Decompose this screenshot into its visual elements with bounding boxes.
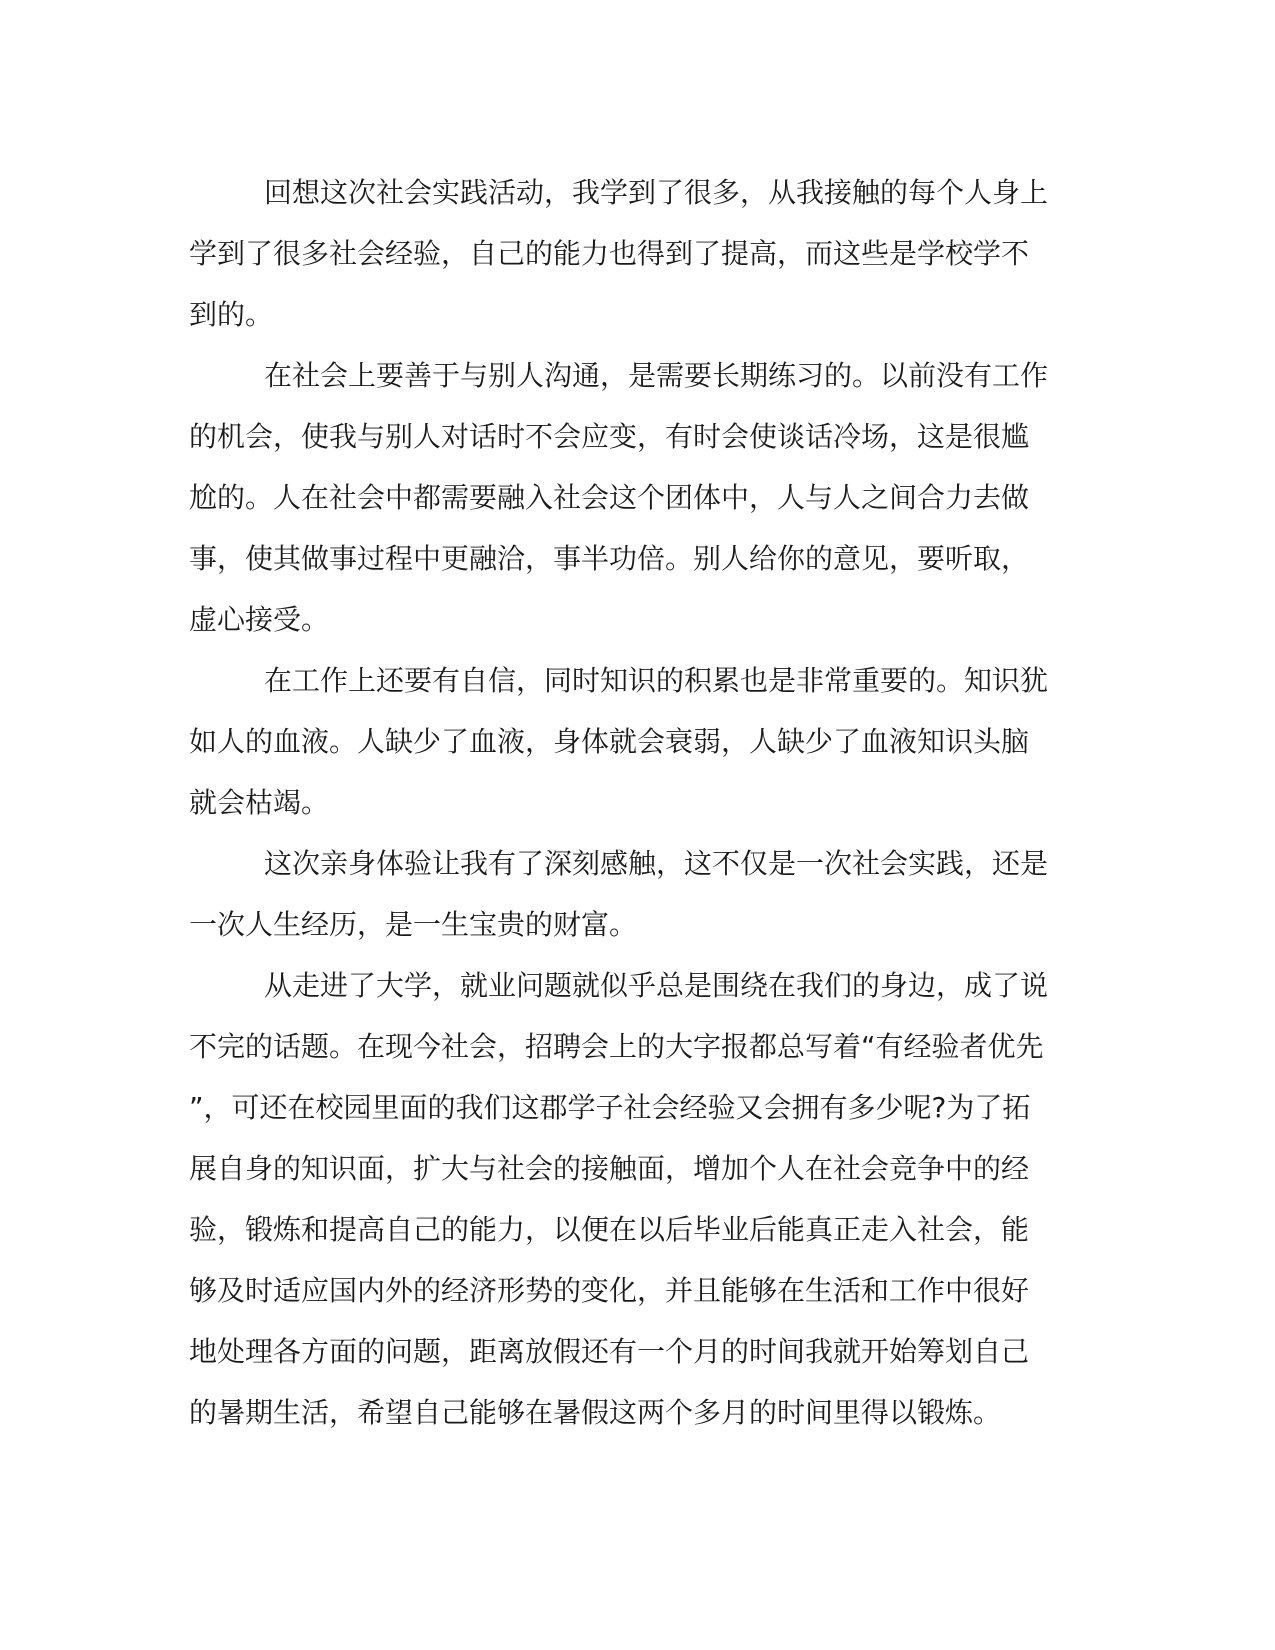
paragraph-5-line-1: 从走进了大学，就业问题就似乎总是围绕在我们的身边，成了说	[264, 969, 1049, 1002]
document-body	[189, 162, 1069, 1443]
paragraph-1-line-2: 学到了很多社会经验，自己的能力也得到了提高，而这些是学校学不	[189, 237, 1030, 270]
paragraph-5-line-3: ”，可还在校园里面的我们这郡学子社会经验又会拥有多少呢?为了拓	[189, 1091, 1031, 1124]
paragraph-5-line-2: 不完的话题。在现今社会，招聘会上的大字报都总写着“有经验者优先	[189, 1030, 1044, 1063]
paragraph-2-line-3: 尬的。人在社会中都需要融入社会这个团体中，人与人之间合力去做	[189, 481, 1030, 514]
paragraph-3-line-1: 在工作上还要有自信，同时知识的积累也是非常重要的。知识犹	[264, 664, 1049, 697]
paragraph-5-line-4: 展自身的知识面，扩大与社会的接触面，增加个人在社会竞争中的经	[189, 1152, 1030, 1185]
paragraph-2-line-5: 虚心接受。	[189, 603, 330, 636]
paragraph-1-line-1: 回想这次社会实践活动，我学到了很多，从我接触的每个人身上	[264, 176, 1049, 209]
paragraph-4-line-2: 一次人生经历，是一生宝贵的财富。	[189, 908, 638, 941]
paragraph-5-line-5: 验，锻炼和提高自己的能力，以便在以后毕业后能真正走入社会，能	[189, 1213, 1030, 1246]
paragraph-1-line-3: 到的。	[189, 298, 274, 331]
paragraph-5-line-8: 的暑期生活，希望自己能够在暑假这两个多月的时间里得以锻炼。	[189, 1396, 1002, 1429]
paragraph-2-line-2: 的机会，使我与别人对话时不会应变，有时会使谈话冷场，这是很尴	[189, 420, 1030, 453]
paragraph-4-line-1: 这次亲身体验让我有了深刻感触，这不仅是一次社会实践，还是	[264, 847, 1049, 880]
paragraph-2-line-1: 在社会上要善于与别人沟通，是需要长期练习的。以前没有工作	[264, 359, 1049, 392]
paragraph-5-line-7: 地处理各方面的问题，距离放假还有一个月的时间我就开始筹划自己	[189, 1335, 1030, 1368]
paragraph-2-line-4: 事，使其做事过程中更融洽，事半功倍。别人给你的意见，要听取，	[189, 542, 1030, 575]
paragraph-3-line-2: 如人的血液。人缺少了血液，身体就会衰弱，人缺少了血液知识头脑	[189, 725, 1030, 758]
paragraph-5-line-6: 够及时适应国内外的经济形势的变化，并且能够在生活和工作中很好	[189, 1274, 1030, 1307]
paragraph-3-line-3: 就会枯竭。	[189, 786, 330, 819]
